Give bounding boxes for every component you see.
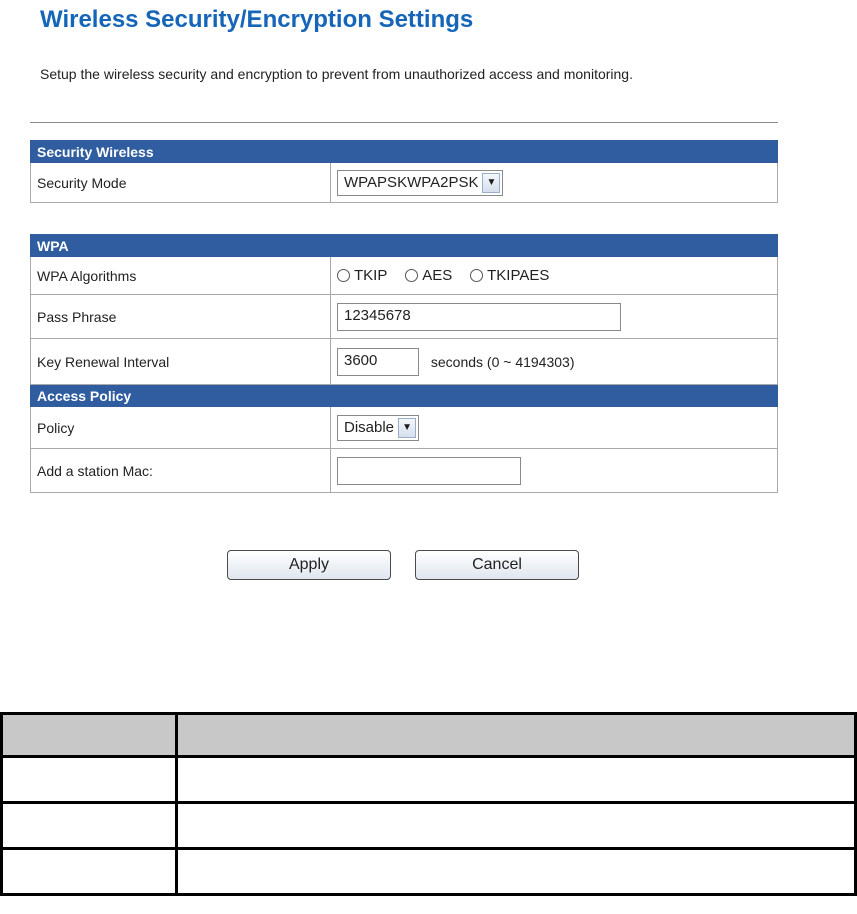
policy-value: Disable	[344, 419, 395, 436]
table-header-cell	[177, 714, 856, 757]
radio-aes[interactable]	[405, 267, 452, 284]
table-header-cell	[2, 714, 177, 757]
pass-phrase-label: Pass Phrase	[31, 295, 331, 339]
table-cell	[2, 757, 177, 803]
apply-button[interactable]: Apply	[227, 550, 391, 580]
cancel-button[interactable]: Cancel	[415, 550, 579, 580]
radio-circle-icon[interactable]	[337, 269, 350, 282]
table-cell	[177, 757, 856, 803]
radio-aes-label: AES	[422, 266, 453, 284]
security-mode-select[interactable]	[337, 170, 503, 196]
description-table	[0, 712, 857, 896]
wpa-table	[30, 234, 778, 493]
station-mac-label: Add a station Mac:	[31, 449, 331, 493]
security-mode-value: WPAPSKWPA2PSK	[344, 174, 479, 191]
policy-label: Policy	[31, 407, 331, 449]
security-mode-label: Security Mode	[31, 163, 331, 203]
divider	[30, 122, 778, 123]
wpa-algorithms-label: WPA Algorithms	[31, 257, 331, 295]
radio-tkip[interactable]	[337, 267, 387, 284]
table-cell	[2, 849, 177, 895]
wpa-header: WPA	[31, 235, 778, 257]
radio-tkipaes[interactable]	[470, 267, 549, 284]
page-title: Wireless Security/Encryption Settings	[40, 6, 474, 33]
page-description: Setup the wireless security and encryption to prevent from unauthorized access and monitoring.	[40, 66, 633, 82]
station-mac-input[interactable]	[337, 457, 521, 485]
security-wireless-table	[30, 140, 778, 203]
key-renewal-input[interactable]: 3600	[337, 348, 419, 376]
access-policy-header: Access Policy	[31, 385, 778, 407]
radio-circle-icon[interactable]	[405, 269, 418, 282]
table-cell	[177, 803, 856, 849]
pass-phrase-input[interactable]: 12345678	[337, 303, 621, 331]
radio-circle-icon[interactable]	[470, 269, 483, 282]
radio-tkipaes-label: TKIPAES	[487, 266, 550, 284]
key-renewal-label: Key Renewal Interval	[31, 339, 331, 385]
chevron-down-icon[interactable]: ▼	[482, 173, 500, 193]
table-cell	[177, 849, 856, 895]
policy-select[interactable]	[337, 415, 419, 441]
key-renewal-hint: seconds (0 ~ 4194303)	[430, 353, 575, 370]
radio-tkip-label: TKIP	[354, 266, 388, 284]
table-cell	[2, 803, 177, 849]
chevron-down-icon[interactable]: ▼	[398, 418, 416, 438]
security-wireless-header: Security Wireless	[31, 141, 778, 163]
